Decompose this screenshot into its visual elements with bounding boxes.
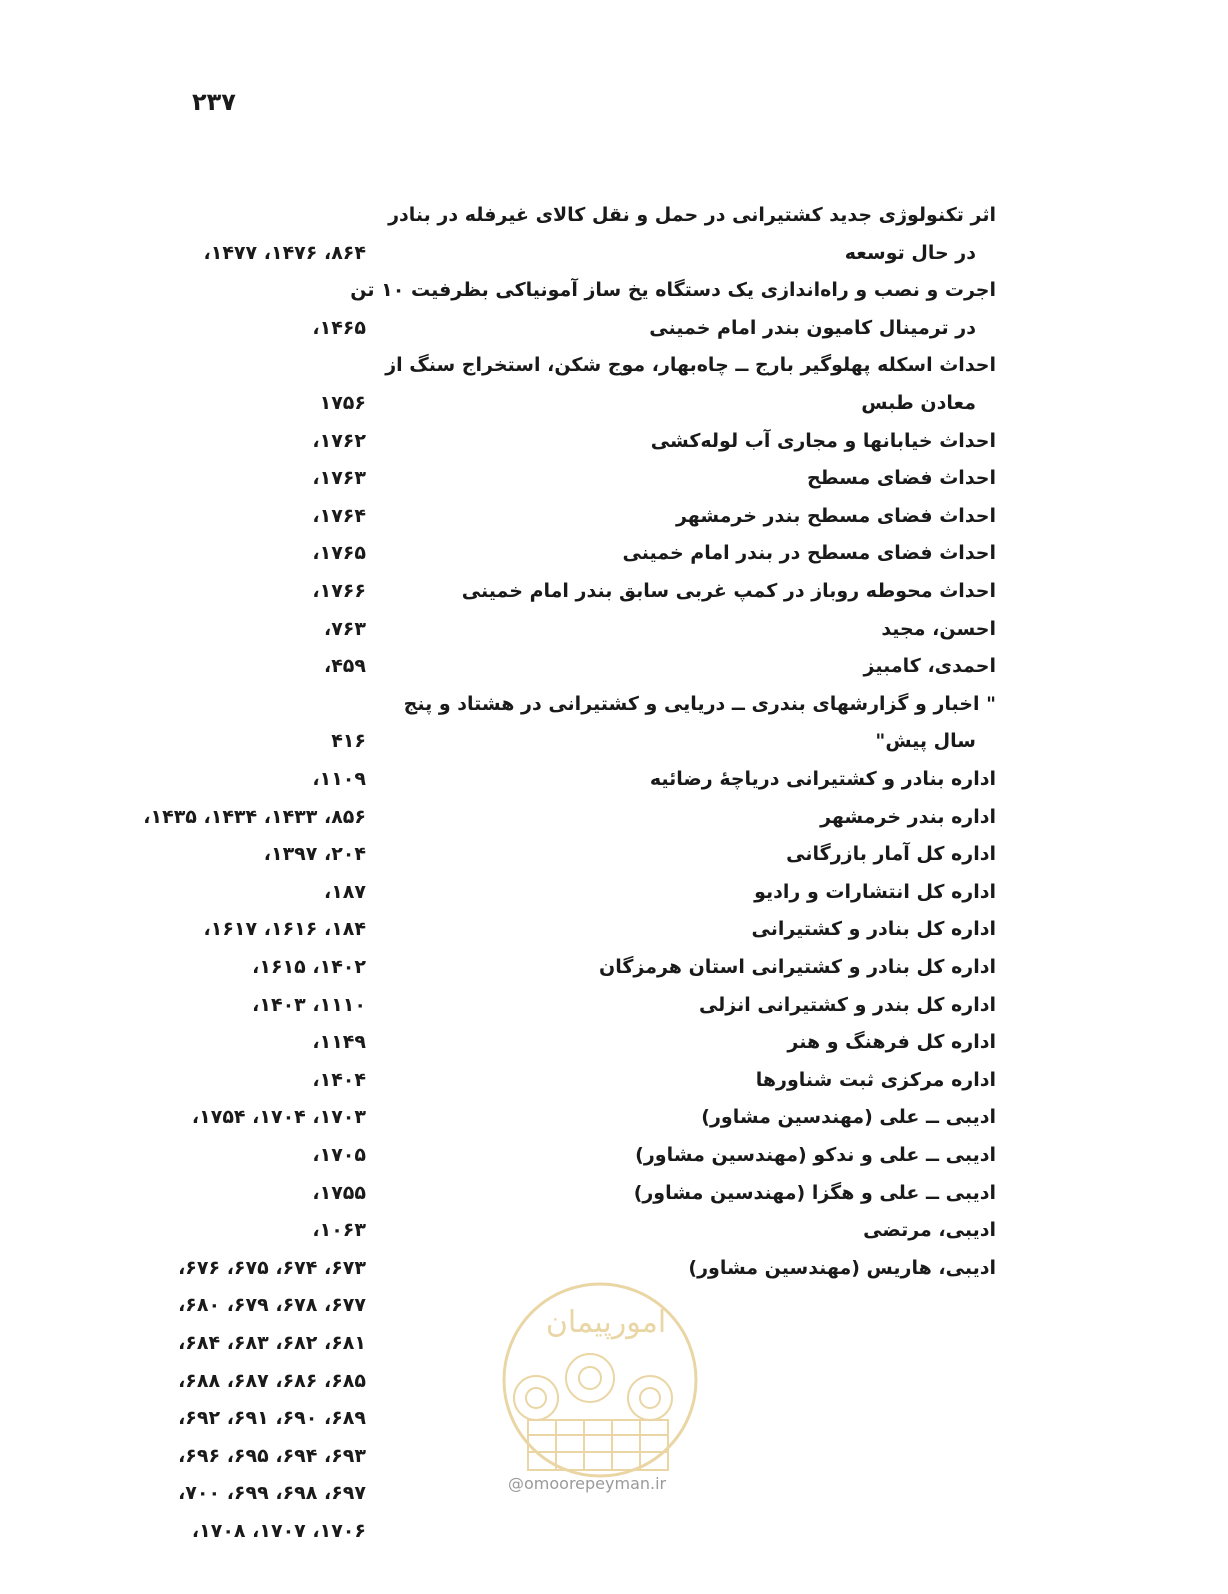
index-entry-title: ادیبی ــ علی و هگزا (مهندسین مشاور) [633, 1182, 996, 1204]
index-entry-pages: ۸۶۴، ۱۴۷۶، ۱۴۷۷، [203, 242, 366, 264]
index-entry-pages: ۴۱۶ [331, 730, 366, 752]
index-entry-pages: ۱۱۰۹، [312, 768, 366, 790]
index-entry-title: احداث محوطه روباز در کمپ غربی سابق بندر امام خمینی [461, 580, 996, 602]
index-entry-title: " اخبار و گزارشهای بندری ــ دریایی و کشتیرانی در هشتاد و پنج [403, 693, 996, 715]
index-entry-pages: ۱۷۶۶، [312, 580, 366, 602]
page-number: ۲۳۷ [192, 88, 236, 116]
index-entry-title: احداث فضای مسطح بندر خرمشهر [675, 505, 996, 527]
index-entry-pages-continued: ۶۹۳، ۶۹۴، ۶۹۵، ۶۹۶، [178, 1445, 366, 1467]
index-entry-pages: ۱۷۶۵، [312, 542, 366, 564]
gear-icon [514, 1354, 672, 1470]
index-entry-title-continued: در ترمینال کامیون بندر امام خمینی [649, 317, 976, 339]
watermark-logo [498, 1270, 702, 1500]
index-entry-title: اداره بنادر و کشتیرانی دریاچهٔ رضائیه [649, 768, 996, 790]
index-entry-title-continued: سال پیش" [875, 730, 976, 752]
index-entry-title: اداره بندر خرمشهر [820, 806, 996, 828]
index-entry-pages: ۱۷۶۳، [312, 467, 366, 489]
index-entry-pages: ۱۴۰۲، ۱۶۱۵، [252, 956, 366, 978]
index-entry-title: ادیبی، هاریس (مهندسین مشاور) [688, 1257, 996, 1279]
index-entry-title: احداث فضای مسطح در بندر امام خمینی [622, 542, 996, 564]
index-entry-title: اداره کل بنادر و کشتیرانی [751, 918, 996, 940]
index-entry-pages: ۷۶۳، [323, 618, 366, 640]
index-entry-pages: ۸۵۶، ۱۴۳۳، ۱۴۳۴، ۱۴۳۵، [143, 806, 366, 828]
index-entry-pages: ۱۷۵۶ [319, 392, 366, 414]
index-entry-pages-continued: ۶۷۷، ۶۷۸، ۶۷۹، ۶۸۰، [178, 1294, 366, 1316]
watermark-url: @omoorepeyman.ir [508, 1474, 667, 1493]
index-entry-pages: ۱۷۶۲، [312, 430, 366, 452]
index-entry-title-continued: در حال توسعه [844, 242, 976, 264]
index-entry-title: احداث خیابانها و مجاری آب لوله‌کشی [650, 430, 996, 452]
index-entry-title: اداره کل آمار بازرگانی [786, 843, 996, 865]
index-entry-title: اداره کل بندر و کشتیرانی انزلی [698, 994, 996, 1016]
index-entry-pages: ۶۷۳، ۶۷۴، ۶۷۵، ۶۷۶، [178, 1257, 366, 1279]
index-entry-title: اجرت و نصب و راه‌اندازی یک دستگاه یخ ساز آمونیاکی بظرفیت ۱۰ تن [350, 279, 996, 301]
index-entry-title: اداره مرکزی ثبت شناورها [755, 1069, 996, 1091]
index-entry-pages: ۱۸۴، ۱۶۱۶، ۱۶۱۷، [203, 918, 366, 940]
index-entry-pages-continued: ۶۸۹، ۶۹۰، ۶۹۱، ۶۹۲، [178, 1407, 366, 1429]
index-entry-pages: ۱۷۰۵، [312, 1144, 366, 1166]
index-entry-pages: ۲۰۴، ۱۳۹۷، [263, 843, 366, 865]
index-entry-pages-continued: ۱۷۰۶، ۱۷۰۷، ۱۷۰۸، [191, 1520, 366, 1542]
index-entry-title: ادیبی ــ علی و ندکو (مهندسین مشاور) [635, 1144, 996, 1166]
index-entry-pages-continued: ۶۸۱، ۶۸۲، ۶۸۳، ۶۸۴، [178, 1332, 366, 1354]
index-entry-title: احداث اسکله پهلوگیر بارج ــ چاه‌بهار، موج شکن، استخراج سنگ از [385, 354, 996, 376]
index-entry-pages: ۴۵۹، [323, 655, 366, 677]
index-entry-pages: ۱۷۵۵، [312, 1182, 366, 1204]
index-entry-pages: ۱۸۷، [323, 881, 366, 903]
index-entry-pages: ۱۴۰۴، [312, 1069, 366, 1091]
index-entry-pages: ۱۴۶۵، [312, 317, 366, 339]
index-entry-title: اثر تکنولوژی جدید کشتیرانی در حمل و نقل کالای غیرفله در بنادر [388, 204, 996, 226]
index-entry-pages-continued: ۶۹۷، ۶۹۸، ۶۹۹، ۷۰۰، [178, 1482, 366, 1504]
index-entry-title: ادیبی ــ علی (مهندسین مشاور) [701, 1106, 996, 1128]
index-entry-title: ادیبی، مرتضی [863, 1219, 996, 1241]
index-entry-title-continued: معادن طبس [861, 392, 976, 414]
index-entry-pages-continued: ۶۸۵، ۶۸۶، ۶۸۷، ۶۸۸، [178, 1370, 366, 1392]
index-entry-title: اداره کل انتشارات و رادیو [754, 881, 996, 903]
index-entry-title: احداث فضای مسطح [806, 467, 996, 489]
index-entry-pages: ۱۱۴۹، [312, 1031, 366, 1053]
index-entry-title: اداره کل بنادر و کشتیرانی استان هرمزگان [598, 956, 996, 978]
index-entry-title: اداره کل فرهنگ و هنر [787, 1031, 996, 1053]
index-entry-title: احسن، مجید [881, 618, 996, 640]
index-entry-pages: ۱۷۰۳، ۱۷۰۴، ۱۷۵۴، [191, 1106, 366, 1128]
watermark-logo-text: امورپیمان [545, 1305, 667, 1340]
index-entry-pages: ۱۷۶۴، [312, 505, 366, 527]
index-entry-title: احمدی، کامبیز [863, 655, 996, 677]
index-entry-pages: ۱۰۶۳، [312, 1219, 366, 1241]
index-entry-pages: ۱۱۱۰، ۱۴۰۳، [252, 994, 366, 1016]
